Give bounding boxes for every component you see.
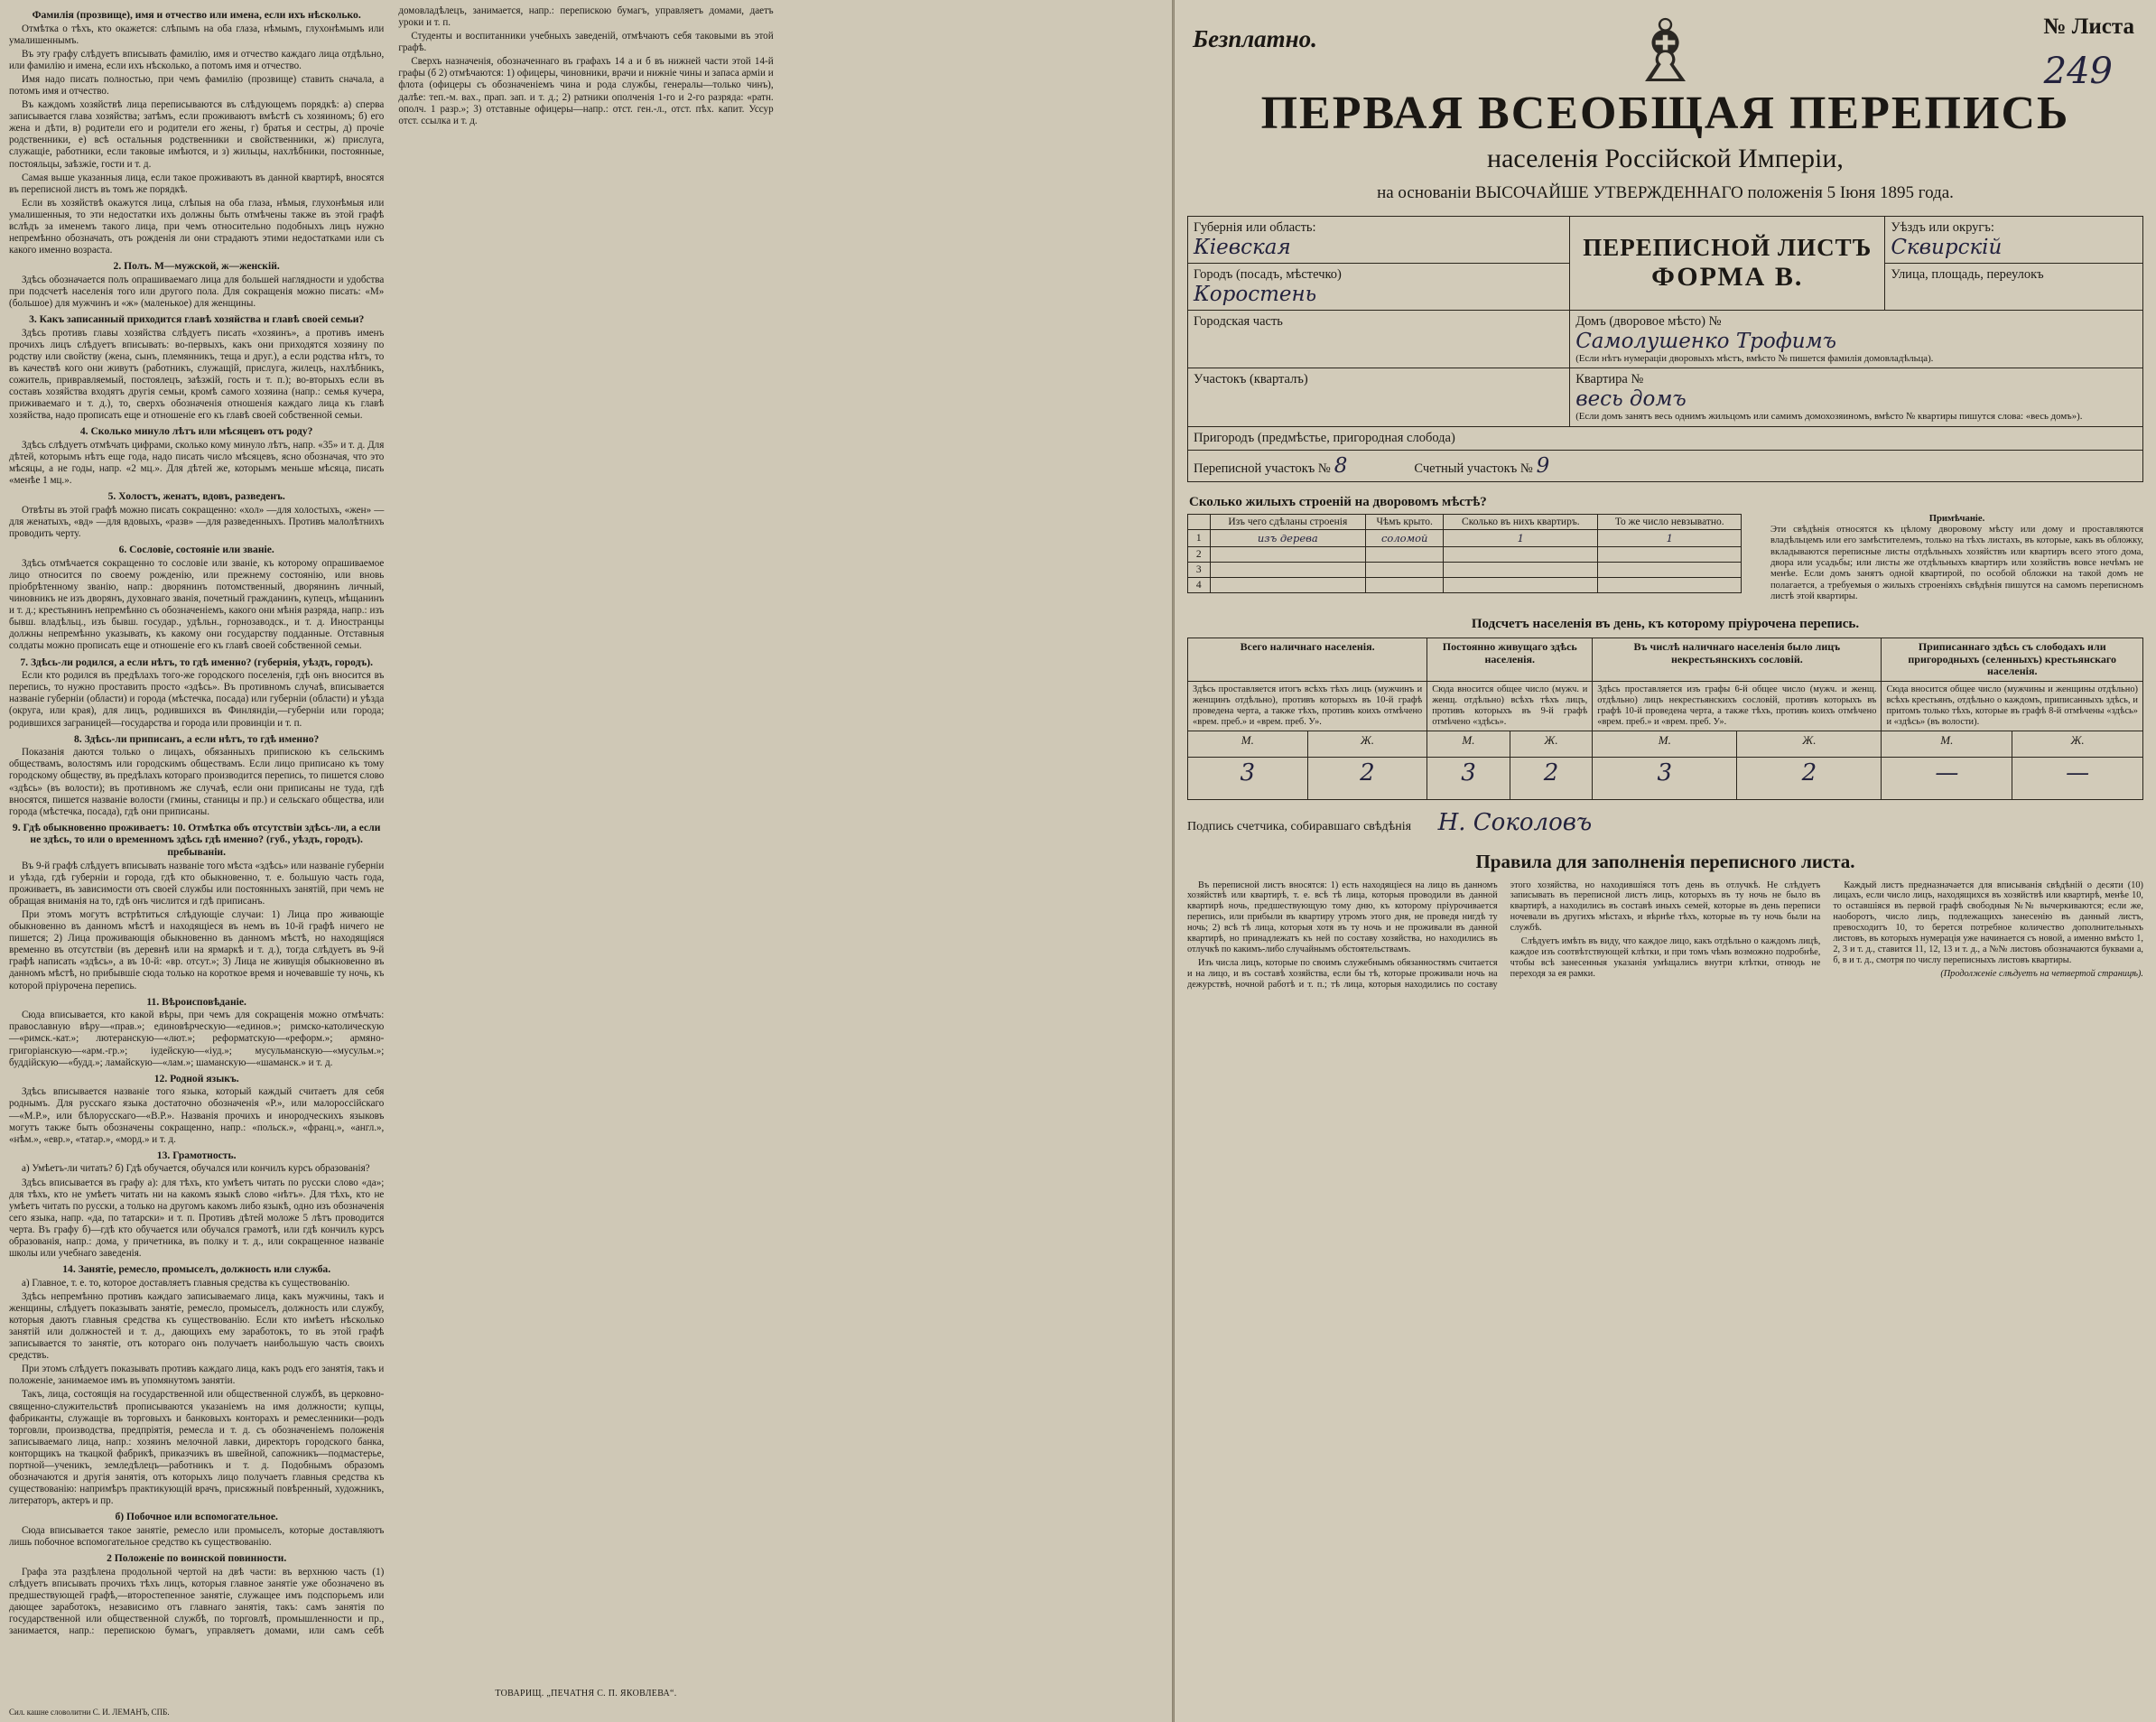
field-uezd-value: Сквирскій (1891, 236, 2003, 259)
pop-value: 3 (1188, 757, 1308, 799)
enumerator-signature-label: Подпись счетчика, собиравшаго свѣдѣнія (1187, 819, 1412, 833)
row-apartments (1444, 546, 1598, 562)
instruction-heading: 4. Сколько минуло лѣтъ или мѣсяцевъ отъ роду? (79, 425, 313, 438)
row-material (1210, 577, 1366, 592)
form-header-row (1187, 4, 2143, 100)
instructions-columns (9, 5, 1163, 1658)
field-district[interactable] (1188, 368, 1570, 426)
pop-note-permanent: Сюда вносится общее число (мужч. и женщ. отдѣльно) всѣхъ тѣхъ лицъ, противъ которыхъ въ 9-й графѣ отмѣчено «здѣсь». (1427, 682, 1593, 731)
buildings-header-row (1188, 514, 1742, 529)
field-province-value: Кіевская (1194, 236, 1291, 259)
buildings-col-index (1188, 514, 1211, 529)
row-apartments (1444, 577, 1598, 592)
row-uninhabited (1598, 562, 1742, 577)
instruction-paragraph: Имя надо писать полностью, при чемъ фамилію (прозвище) ставить сначала, а потомъ имя и отчество. (9, 73, 385, 98)
page-title: ПЕРВАЯ ВСЕОБЩАЯ ПЕРЕПИСЬ (1260, 88, 2070, 139)
rule-paragraph: Изъ числа лицъ, которые по своимъ служебнымъ обязанностямъ считается и на лицо, и въ составѣ хозяйства, если бы тѣ, которые проживали ночь на дежурствѣ, ночной работѣ и т. п.; тѣ лица, которыя находились по составу этого хозяйства, но находившіяся тотъ день въ отлучкѣ. Не слѣдуетъ записывать въ переписной листъ лицъ, которыхъ въ ту ночь не было въ квартирѣ, а находились въ составѣ иныхъ семей, которые въ день переписи ночевали въ другихъ мѣстахъ, и вѣрнѣе тѣхъ, которые въ ту ночь были на службѣ. (1187, 880, 1821, 990)
enumerator-signature-row[interactable] (1187, 809, 2143, 836)
field-suburb-label: Пригородъ (предмѣстье, пригородная слобода) (1194, 430, 1455, 445)
sheet-number-text: № Листа (2043, 14, 2134, 39)
instruction-heading: 6. Сословіе, состояніе или званіе. (118, 544, 274, 556)
instruction-heading: 8. Здѣсь-ли приписанъ, а если нѣтъ, то гдѣ именно? (73, 732, 320, 745)
row-roof (1366, 546, 1444, 562)
field-count-district-label: Счетный участокъ № (1414, 461, 1533, 476)
instruction-paragraph: Въ эту графу слѣдуетъ вписывать фамилію, имя и отчество каждаго лица отдѣльно, или фамилію и имена, если ихъ нѣсколько, а потомъ имя и отчество. (9, 48, 385, 71)
instruction-heading: 13. Грамотность. (156, 1149, 237, 1161)
buildings-note (1770, 514, 2143, 602)
instruction-paragraph: Самая выше указанныя лица, если такое проживаютъ въ данной квартирѣ, вносятся въ переписной листъ въ томъ же порядкѣ. (9, 172, 385, 195)
row-material (1210, 546, 1366, 562)
free-label: Безплатно. (1193, 25, 1317, 52)
row-roof (1366, 562, 1444, 577)
field-uezd-label: Уѣздъ или округъ: (1891, 220, 1994, 235)
sheet-number-label (2043, 14, 2134, 40)
row-apartments (1444, 562, 1598, 577)
field-street-value (1891, 283, 2137, 306)
field-city-part[interactable] (1188, 311, 1570, 368)
instruction-paragraph: При этомъ слѣдуетъ показывать противъ каждаго лица, какъ родъ его занятія, такъ и положеніе, занимаемое имъ въ упомянутомъ занятіи. (9, 1364, 385, 1387)
instruction-paragraph: Здѣсь слѣдуетъ отмѣчать цифрами, сколько кому минуло лѣтъ, напр. «35» и т. д. Для дѣтей, которымъ нѣтъ еще года, надо писать число мѣсяцевъ, ясно обозначая, что это мѣсяцы, а не годы, напр. «2 мц.». Для дѣтей же, которымъ меньше мѣсяца, писать «менѣе 1 мц.». (9, 440, 385, 487)
pop-note-registered: Сюда вносится общее число (мужчины и женщины отдѣльно) всѣхъ крестьянъ, отдѣльно о каждомъ, приписанныхъ здѣсь, и притомъ только тѣхъ, которые въ графѣ 8-й отмѣчены «здѣсь» и «здѣсь» (въ волости). (1882, 682, 2143, 731)
row-index: 3 (1188, 562, 1211, 577)
pop-note-total: Здѣсь проставляется итогъ всѣхъ тѣхъ лицъ (мужчинъ и женщинъ отдѣльно), противъ которыхъ въ 10-й графѣ проведена черта, а также тѣхъ, противъ коихъ отмѣчено «врем. преб.» и «врем. преб. У». (1188, 682, 1427, 731)
instruction-heading: б) Побочное или вспомогательное. (115, 1511, 278, 1523)
pop-value: 2 (1737, 757, 1882, 799)
pop-mf-label: М. (1188, 731, 1308, 757)
instruction-paragraph: Въ 9-й графѣ слѣдуетъ вписывать названіе того мѣста «здѣсь» или названіе губерніи и уѣзда, гдѣ губерніи и города, гдѣ кто обыкновенно, т. е. большую часть года, проживаетъ, въ зависимости отъ своей службы или постоянныхъ занятій, при чемъ не обращая вниманія на то, гдѣ онъ числится и гдѣ приписанъ. (9, 860, 385, 907)
field-city[interactable] (1188, 264, 1570, 311)
field-province-label: Губернія или область: (1194, 220, 1316, 235)
field-census-district-label: Переписной участокъ № (1194, 461, 1331, 476)
enumerator-signature-value: Н. Соколовъ (1437, 808, 1593, 836)
field-count-district-value: 9 (1536, 453, 1550, 478)
instruction-paragraph: Студенты и воспитанники учебныхъ заведеній, отмѣчаютъ себя таковыми въ этой графѣ. (398, 31, 774, 54)
pop-mf-label: Ж. (1510, 731, 1593, 757)
page-legal-basis: на основаніи ВЫСОЧАЙШЕ УТВЕРЖДЕННАГО положенія 5 Іюня 1895 года. (1377, 183, 1954, 202)
form-type-title: ПЕРЕПИСНОЙ ЛИСТЪ (1583, 234, 1873, 261)
population-question: Подсчетъ населенія въ день, къ которому пріурочена перепись. (1471, 617, 1860, 632)
foundry-imprint: Сил. кашне словолитни С. И. ЛЕМАНЪ, СПБ. (9, 1708, 170, 1717)
pop-value: — (2012, 757, 2143, 799)
pop-head-registered: Приписаннаго здѣсь съ слободахъ или пригородныхъ (селенныхъ) крестьянскаго населенія. (1882, 638, 2143, 682)
population-notes-row (1188, 682, 2143, 731)
field-census-districts[interactable] (1188, 450, 2143, 481)
field-district-label: Участокъ (кварталъ) (1194, 372, 1308, 387)
rules-columns (1187, 880, 2143, 991)
instruction-heading: 9. Гдѣ обыкновенно проживаетъ: 10. Отмѣтка объ отсутствіи здѣсь-ли, а если не здѣсь, то или о временномъ здѣсь гдѣ именно? (губ., уѣздъ, городъ). пребываніи. (12, 821, 381, 859)
field-house-value: Самолушенко Трофимъ (1575, 330, 1836, 353)
row-uninhabited: 1 (1598, 529, 1742, 546)
page-subtitle: населенія Россійской Имперіи, (1487, 144, 1844, 173)
printer-imprint: ТОВАРИЩ. „ПЕЧАТНЯ С. П. ЯКОВЛЕВА“. (495, 1689, 677, 1699)
instruction-heading: 11. Вѣроисповѣданіе. (146, 995, 246, 1008)
pop-head-permanent: Постоянно живущаго здѣсь населенія. (1427, 638, 1593, 682)
instruction-heading: 12. Родной языкъ. (153, 1072, 239, 1084)
instruction-heading: 2 Положеніе по воинской повинности. (107, 1552, 287, 1565)
instruction-paragraph: Показанія даются только о лицахъ, обязанныхъ припискою къ сельскимъ обществамъ, волостямъ или городскимъ обществамъ. Если лицо приписано къ тому городскому обществу, въ предѣлахъ котораго производится перепись, то пишется слово «здѣсь» (въ волости); въ противномъ же случаѣ, если они приписаны не туда, гдѣ вносятся, пишется названіе волости (гмины, станицы и пр.) и сельскаго общества, или города (мѣстечка, посада), гдѣ они приписаны. (9, 747, 385, 817)
field-city-part-value (1194, 330, 1564, 353)
field-apartment-label: Квартира № (1575, 372, 1644, 387)
population-values-row[interactable] (1188, 757, 2143, 799)
pop-mf-label: Ж. (2012, 731, 2143, 757)
instruction-heading: 3. Какъ записанный приходится главѣ хозяйства и главѣ своей семьи? (29, 313, 365, 326)
table-row[interactable] (1188, 546, 1742, 562)
buildings-table (1187, 514, 1742, 593)
field-apartment[interactable] (1570, 368, 2143, 426)
pop-value: 2 (1307, 757, 1427, 799)
buildings-col-material: Изъ чего сдѣланы строенія (1210, 514, 1366, 529)
rule-paragraph: (Продолженіе слѣдуетъ на четвертой страницѣ). (1940, 969, 2143, 980)
instruction-paragraph: Отмѣтка о тѣхъ, кто окажется: слѣпымъ на оба глаза, нѣмымъ, глухонѣмымъ или умалишеннымъ. (9, 23, 385, 46)
field-uezd[interactable] (1885, 217, 2143, 264)
pop-note-noncrop: Здѣсь проставляется изъ графы 6-й общее число (мужч. и женщ. отдѣльно) лицъ некрестьянскихъ сословій, противъ которыхъ въ графѣ 10-й проведена черта, а также тѣхъ, противъ коихъ отмѣчено «врем. преб.» и «врем. преб. У». (1593, 682, 1882, 731)
instruction-paragraph: При этомъ могутъ встрѣтиться слѣдующіе случаи: 1) Лица про живающіе обыкновенно въ данномъ мѣстѣ и находящіеся въ немъ въ 10-й графѣ ничего не пишется; 2) Лица проживающія обыкновенно въ данномъ мѣстѣ, но находящіяся временно въ отсутствіи (въ деревнѣ или на ярмаркѣ и т. д.), тогда слѣдуетъ въ 9-й графѣ написать «здѣсь», а въ 10-й: «вр. отсут.»; 3) Лица не живущія обыкновенно въ данномъ мѣстѣ, но прибывшіе сюда только на короткое время и ночевавшіе ту ночь, къ которой пріурочена перепись. (9, 909, 385, 991)
row-uninhabited (1598, 546, 1742, 562)
field-census-district-value: 8 (1334, 453, 1348, 478)
field-house-note: (Если нѣтъ нумераціи дворовыхъ мѣстъ, вмѣсто № пишется фамилія домовладѣльца). (1575, 353, 1934, 364)
field-suburb[interactable] (1188, 426, 2143, 450)
instruction-paragraph: Сверхъ назначенія, обозначеннаго въ графахъ 14 а и б въ нижней части этой 14-й графы (б 2) отмѣчаются: 1) офицеры, чиновники, врачи и нижніе чины и запаса арміи и флота (офицеры съ обозначеніемъ чина и рода службы, генералы—только чинъ), далѣе: теп.-м. вах., прап. зап. и т. д.; 2) ратники ополченія 1-го и 2-го разряда: «ратн. ополч. 1 разр.»; 3) отставные офицеры—напр.: отст. ген.-л., отст. пѣх. капит. Уссур отст. ссылка и т. д. (398, 56, 774, 126)
instruction-paragraph: Здѣсь противъ главы хозяйства слѣдуетъ писать «хозяинъ», а противъ именъ прочихъ лицъ слѣдуетъ вписывать: во-первыхъ, какъ они приходятся хозяину по родству или свойству (жена, сынъ, племянникъ, теща и друг.), а если родства нѣтъ, то въ качествѣ кого они живутъ (работникъ, служащій, прислуга, жилецъ, нахлѣбникъ, сожитель, привравляемый, постоялецъ, заѣзжій, гость и т. п.); во-вторыхъ если въ составъ хозяйства входятъ другія семьи, кромѣ самого хозяина (напр.: семья кучера, приживаемаго и т. д.), то, сверхъ обозначенія отношенія каждаго лица къ главѣ хозяйства, надо прописать еще и отношеніе его къ главѣ своей собственной семьи. (9, 327, 385, 422)
instruction-heading: 2. Полъ. М—мужской, ж—женскій. (113, 260, 280, 273)
instruction-paragraph: Если въ хозяйствѣ окажутся лица, слѣпыя на оба глаза, нѣмыя, глухонѣмыя или умалишенныя, то эти недостатки ихъ должны быть отмѣчены также въ этой графѣ вслѣдъ за именемъ такого лица, при чемъ относительно подобныхъ лицъ нужно непремѣнно обозначать, отъ рожденія ли они страдаютъ этими недостатками или съ какого именно возраста. (9, 197, 385, 256)
field-city-value: Коростень (1194, 283, 1317, 306)
buildings-col-apartments: Сколько въ нихъ квартиръ. (1444, 514, 1598, 529)
field-house[interactable] (1570, 311, 2143, 368)
row-apartments: 1 (1444, 529, 1598, 546)
instruction-paragraph: Здѣсь непремѣнно противъ каждаго записываемаго лица, какъ мужчины, такъ и женщины, слѣдуетъ показывать занятіе, ремесло, промыселъ, должность или службу, которыя даютъ главныя средства къ существованію. Если кто имѣетъ нѣсколько занятій или должностей и т. д., дающихъ ему заработокъ, то въ этой графѣ записывается то занятіе, отъ котораго онъ получаетъ наибольшую часть своихъ средствъ. (9, 1290, 385, 1362)
row-index: 4 (1188, 577, 1211, 592)
buildings-col-roof: Чѣмъ крыто. (1366, 514, 1444, 529)
pop-mf-label: М. (1593, 731, 1737, 757)
rule-paragraph: Въ переписной листъ вносятся: 1) есть находящіеся на лицо въ данномъ хозяйствѣ или квартирѣ, т. е. всѣ тѣ лица, которыя проводили въ данной квартирѣ ночь, предшествующую тому дню, къ которому пріурочивается перепись, или прибыли въ квартиру утромъ этого дня, не проведя нигдѣ ту ночь; 2) всѣ тѣ лица, которыя хотя въ ту ночь и не проживали въ данной квартирѣ, но принадлежатъ къ ней по составу хозяйства, но находились въ отлучкѣ по какимъ-либо случайнымъ обстоятельствамъ. (1187, 880, 1498, 955)
instruction-paragraph: Сюда вписывается, кто какой вѣры, при чемъ для сокращенія можно отмѣчать: православную вѣру—«прав.»; единовѣрческую—«единов.»; римско-католическую—«римск.-кат.»; лютеранскую—«лют.»; реформатскую—«реформ.»; армяно-григоріанскую—«арм.-гр.»; іудейскую—«іуд.»; мусульманскую—«мусульм.»; буддійскую—«будд.»; ламайскую—«лам.»; шаманскую—«шаманск.» и т. д. (9, 1010, 385, 1068)
pop-value: 3 (1427, 757, 1510, 799)
row-index: 1 (1188, 529, 1211, 546)
instruction-paragraph: а) Умѣетъ-ли читать? б) Гдѣ обучается, обучался или кончилъ курсъ образованія? (22, 1163, 370, 1175)
instruction-paragraph: Если кто родился въ предѣлахъ того-же городского поселенія, гдѣ онъ вносится въ перепись, то нужно проставить просто «здѣсь». Въ противномъ случаѣ, вписывается названіе губерніи (области) и города (мѣстечка, посада) или губерніи (области) и уѣзда (округа, или края), для лицъ, родившихся въ Финляндіи,—губерніи или города; родившихся заграницей—государства и города или провинціи и т. п. (9, 670, 385, 729)
instruction-paragraph: Сюда вписывается такое занятіе, ремесло или промыселъ, которые доставляютъ лишь побочное вспомогательное средство къ существованію. (9, 1524, 385, 1548)
row-uninhabited (1598, 577, 1742, 592)
pop-value: 2 (1510, 757, 1593, 799)
sheet-number-value: 249 (2043, 51, 2113, 92)
pop-mf-label: М. (1882, 731, 2012, 757)
buildings-note-text: Эти свѣдѣнія относятся къ цѣлому дворовому мѣсту или дому и проставляются владѣльцемъ или его замѣстителемъ, только на тѣхъ листахъ, въ которые, какъ въ обложку, вкладываются переписные листы отдѣльныхъ хозяйствъ или квартиръ всего этого дома, двора или усадьбы; или листы же отдѣльныхъ квартиръ или хозяйствъ вовсе нечѣмъ не менѣе. Если домъ занятъ одной квартирой, по особой обложки на такой домъ не полагается, а требуемыя о жилыхъ строеніяхъ свѣдѣнія пишутся на самомъ переписномъ листѣ этой квартиры. (1770, 525, 2143, 601)
instruction-paragraph: Отвѣты въ этой графѣ можно писать сокращенно: «хол» —для холостыхъ, «жен» —для женатыхъ, «вд» —для вдовыхъ, «разв» —для разведенныхъ. Противъ малолѣтнихъ проводить черту. (9, 505, 385, 540)
instruction-heading: 7. Здѣсь-ли родился, а если нѣтъ, то гдѣ именно? (губернія, уѣздъ, городъ). (20, 656, 373, 668)
population-header-row (1188, 638, 2143, 682)
instruction-paragraph: Здѣсь вписывается названіе того языка, который каждый считаетъ для себя роднымъ. Для русскаго языка достаточно обозначенія «Р.», или малороссійскаго—«М.Р.», или бѣлорусскаго—«В.Р.». Названія прочихъ и инородческихъ языковъ могутъ также быть обозначены сокращенно, напр.: «польск.», «франц.», «англ.», «нѣм.», «евр.», «татар.», «морд.» и т. д. (9, 1086, 385, 1145)
row-material (1210, 562, 1366, 577)
instruction-paragraph: а) Главное, т. е. то, которое доставляетъ главныя средства къ существованію. (22, 1277, 350, 1289)
buildings-col-uninhabited: То же число невзыватно. (1598, 514, 1742, 529)
population-mf-row (1188, 731, 2143, 757)
field-apartment-note: (Если домъ занятъ весь однимъ жильцомъ или самимъ домохозяиномъ, вмѣсто № квартиры пишутся слова: «весь домъ»). (1575, 411, 2083, 423)
form-fields-table (1187, 216, 2143, 482)
pop-value: 3 (1593, 757, 1737, 799)
table-row[interactable] (1188, 562, 1742, 577)
row-roof (1366, 577, 1444, 592)
field-street-label: Улица, площадь, переулокъ (1891, 267, 2044, 282)
pop-head-total: Всего наличнаго населенія. (1188, 638, 1427, 682)
pop-mf-label: М. (1427, 731, 1510, 757)
buildings-note-title: Примѣчаніе. (1928, 513, 1985, 524)
instruction-paragraph: Въ каждомъ хозяйствѣ лица переписываются въ слѣдующемъ порядкѣ: а) сперва записывается глава хозяйства; затѣмъ, если проживаютъ вмѣстѣ съ хозяиномъ; б) его жена и дѣти, в) родители его и родители его жены, г) братья и сестры, д) прочіе родственники, е) всѣ остальныя родственники и свойственники, ж) прислуга, служащіе, работники, если таковые имѣются, и з) жильцы, нахлѣбники, постоянные, постояльцы, заѣзжіе, гости и т. д. (9, 99, 385, 170)
population-table (1187, 638, 2143, 799)
field-street[interactable] (1885, 264, 2143, 311)
instruction-heading: 14. Занятіе, ремесло, промыселъ, должность или служба. (62, 1263, 331, 1276)
table-row[interactable] (1188, 529, 1742, 546)
buildings-question: Сколько жилыхъ строеній на дворовомъ мѣстѣ? (1189, 494, 1487, 509)
field-district-value (1194, 387, 1564, 411)
pop-mf-label: Ж. (1307, 731, 1427, 757)
field-house-label: Домъ (дворовое мѣсто) № (1575, 314, 1722, 329)
instruction-paragraph: Здѣсь обозначается полъ опрашиваемаго лица для большей наглядности и удобства при подсчетѣ населенія того или другого пола. Для сокращенія можно писать: «М» (большое) для мужчинъ и «ж» (маленькое) для женщины. (9, 274, 385, 309)
instruction-paragraph: Здѣсь вписывается въ графу а): для тѣхъ, кто умѣетъ читать по русски слово «да»; для тѣхъ, кто не умѣетъ читать ни на какомъ языкѣ слово «нѣтъ». Для тѣхъ, кто не умѣетъ читать по русски, а только на другомъ какомъ либо языкѣ, одно изъ обозначенія сего языка, напр. «да, по татарски» и т. п. Противъ дѣтей моложе 5 лѣтъ проводится черта. Въ графу б)—гдѣ кто обучается или обучался грамотѣ, или гдѣ кончилъ курсъ образованія, напр.: дома, у причетника, въ полку и т. д., или сокращенное названіе школы или учебнаго заведенія. (9, 1177, 385, 1259)
rule-paragraph: Каждый листъ предназначается для вписыванія свѣдѣній о десяти (10) лицахъ, если число лицъ, находящихся въ хозяйствѣ или квартирѣ, менѣе 10, то оставшіяся въ первой графѣ свободныя №№ вычеркиваются; если же, наоборотъ, число лицъ, подлежащихъ занесенію въ данный листъ, превосходитъ 10, то берется потребное количество дополнительныхъ листовъ, въ которыхъ нумерація уже начинается съ новой, а именно вмѣсто 1, 2, 3 и т. д., ставится 11, 12, 13 и т. д., а №№ листовъ обозначаются буквами а, б, в и т. д., смотря по числу переписныхъ листовъ квартиры. (1833, 880, 2143, 966)
pop-mf-label: Ж. (1737, 731, 1882, 757)
pop-value: — (1882, 757, 2012, 799)
row-index: 2 (1188, 546, 1211, 562)
instruction-heading: Фамилія (прозвище), имя и отчество или имена, если ихъ нѣсколько. (32, 9, 361, 21)
form-type-letter: ФОРМА В. (1651, 262, 1804, 292)
field-apartment-value: весь домъ (1575, 387, 1687, 412)
field-city-part-label: Городская часть (1194, 314, 1283, 329)
table-row[interactable] (1188, 577, 1742, 592)
instruction-heading: 5. Холостъ, женатъ, вдовъ, разведенъ. (107, 490, 285, 503)
form-type-cell (1570, 217, 1885, 311)
field-province[interactable] (1188, 217, 1570, 264)
row-roof: соломой (1366, 529, 1444, 546)
rule-paragraph: Слѣдуетъ имѣть въ виду, что каждое лицо, какъ отдѣльно о каждомъ лицѣ, каждое изъ соотвѣтствующей клѣтки, и при томъ чѣмъ возможно подробнѣе, чтобы всѣ занесенныя указанія умѣщались внутри клѣтки, отнюдь не переходя за ея рамки. (1510, 936, 1821, 980)
imperial-eagle-icon: ♗ (1626, 4, 1705, 100)
census-form-page (1175, 0, 2156, 1722)
instruction-paragraph: Здѣсь отмѣчается сокращенно то сословіе или званіе, къ которому опрашиваемое лицо относится по своему рожденію, или прежнему состоянію, или вновь пріобрѣтенному званію, напр.: дворянинъ потомственный, дворянинъ личный, чиновникъ не изъ дворянъ, духовнаго званія, почетный гражданинъ, купецъ, мѣщанинъ и т. д.; крестьянинъ непремѣнно съ обозначеніемъ, какого они мѣнія разряда, напр.: изъ бывш. владѣльц., изъ бывш. государ., удѣльн., горнозаводск., и т. д. Иностранцы должны непремѣнно указывать, къ какому они государству подданные. Отставныя солдаты можно прописать еще и отношеніе его къ главѣ своей собственной семьи. (9, 557, 385, 652)
instruction-paragraph: Графа эта раздѣлена продольной чертой на двѣ части: въ верхнюю часть (1) слѣдуетъ вписывать прочихъ тѣхъ лицъ, которыя главное занятіе уже обозначено въ предшествующей графѣ,—второстепенное занятіе, служащее имъ подспорьемъ или дающее заработокъ, независимо отъ главнаго занятія, такъ: самъ занятія по государственной или общественной службѣ, по торговлѣ, промышленности и пр., занимается, напр.: перепискою бумагъ, управляетъ домами, или самъ себѣ домовладѣлецъ, занимается, напр.: перепискою бумагъ, управляетъ домами, даетъ уроки и т. п. (9, 5, 774, 1637)
pop-head-noncrop: Въ числѣ наличнаго населенія было лицъ некрестьянскихъ сословій. (1593, 638, 1882, 682)
row-material: изъ дерева (1210, 529, 1366, 546)
rules-title: Правила для заполненія переписного листа. (1475, 850, 1855, 872)
field-city-label: Городъ (посадъ, мѣстечко) (1194, 267, 1342, 282)
instruction-paragraph: Такъ, лица, состоящія на государственной или общественной службѣ, въ церковно-священно-служительствѣ прописываются указаніемъ на имя должности; купцы, фабриканты, служащіе въ торговыхъ и банковыхъ конторахъ и ремесленники—родъ торговли, производства, предпріятія, ремесла и т. д. съ обозначеніемъ положенія записываемаго лица, напр.: хозяинъ мелочной лавки, директоръ городского банка, конторщикъ на ткацкой фабрикѣ, приказчикъ въ швейной, сапожникъ—подмастерье, портной—ученикъ, земледѣлецъ—работникъ и т. д. Подобнымъ образомъ обозначаются и другія занятія, отъ которыхъ лицо получаетъ главныя средства къ существованію: напримѣръ практикующій врачъ, присяжный повѣренный, художникъ, литераторъ, актеръ и пр. (9, 1389, 385, 1507)
